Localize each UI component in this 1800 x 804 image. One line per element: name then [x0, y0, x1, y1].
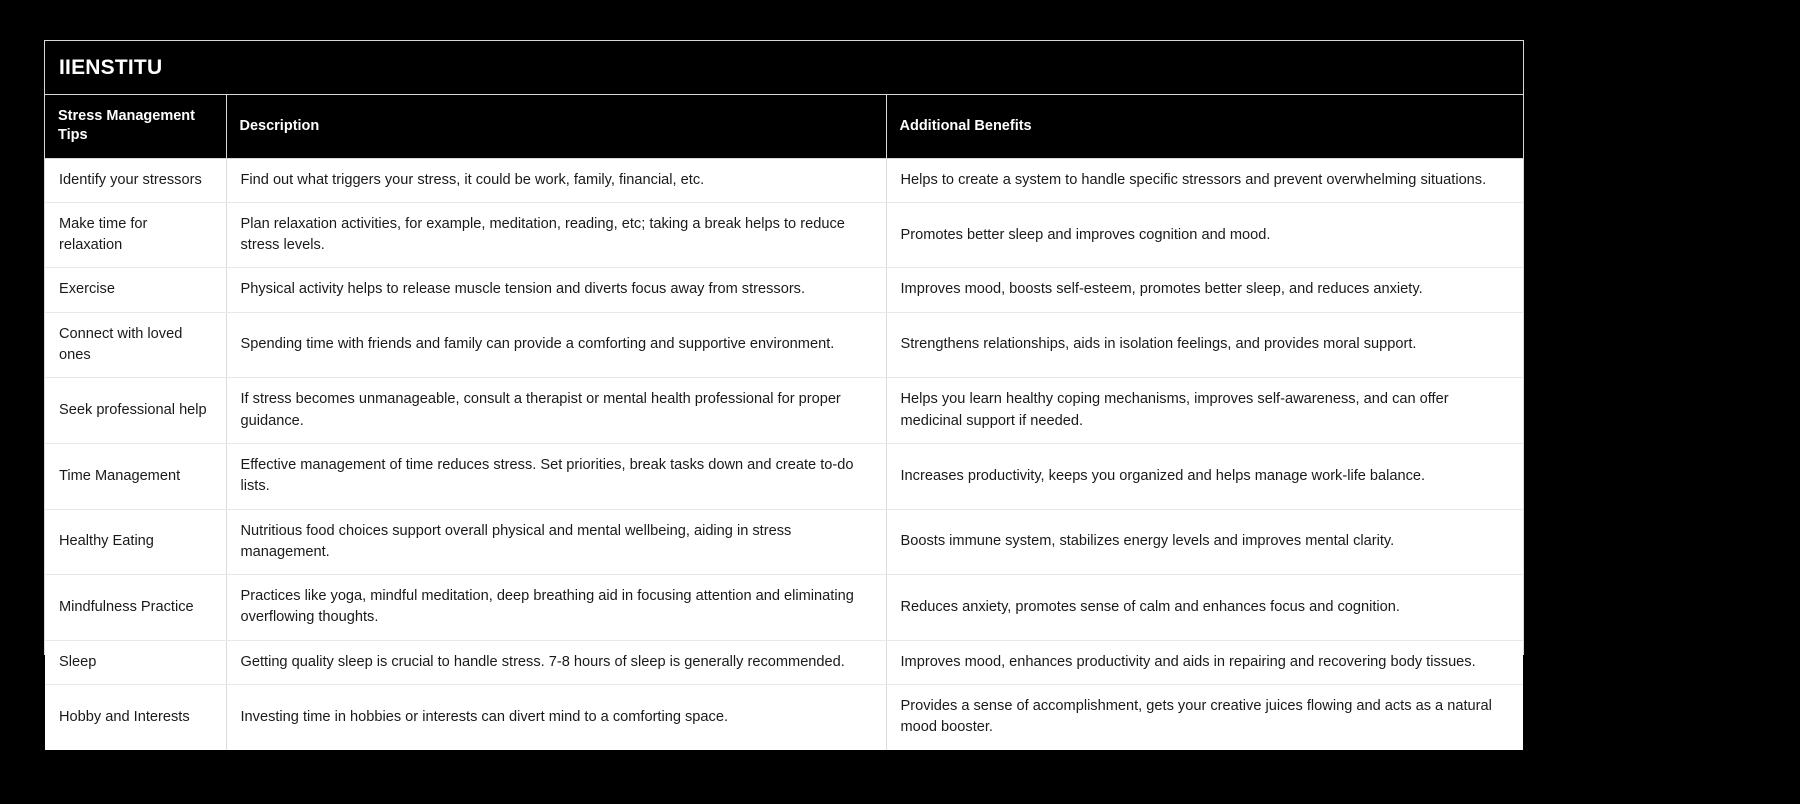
cell-benefits: Reduces anxiety, promotes sense of calm and enhances focus and cognition.	[886, 575, 1523, 641]
cell-tip: Sleep	[45, 640, 226, 684]
cell-tip: Mindfulness Practice	[45, 575, 226, 641]
table-row	[45, 509, 1523, 575]
brand-title: IIENSTITU	[59, 55, 163, 79]
cell-tip: Exercise	[45, 268, 226, 312]
table-row	[45, 443, 1523, 509]
cell-tip: Seek professional help	[45, 378, 226, 444]
table-row	[45, 158, 1523, 202]
cell-benefits: Increases productivity, keeps you organized and helps manage work-life balance.	[886, 443, 1523, 509]
cell-benefits: Improves mood, enhances productivity and aids in repairing and recovering body tissues.	[886, 640, 1523, 684]
cell-description: Find out what triggers your stress, it could be work, family, financial, etc.	[226, 158, 886, 202]
cell-benefits: Helps to create a system to handle specific stressors and prevent overwhelming situations.	[886, 158, 1523, 202]
cell-tip: Hobby and Interests	[45, 685, 226, 750]
table-row	[45, 312, 1523, 378]
cell-description: Getting quality sleep is crucial to handle stress. 7-8 hours of sleep is generally recommended.	[226, 640, 886, 684]
cell-description: Physical activity helps to release muscle tension and diverts focus away from stressors.	[226, 268, 886, 312]
column-header-tip: Stress Management Tips	[45, 95, 226, 158]
cell-benefits: Helps you learn healthy coping mechanisms, improves self-awareness, and can offer medicinal support if needed.	[886, 378, 1523, 444]
cell-tip: Healthy Eating	[45, 509, 226, 575]
table-row	[45, 575, 1523, 641]
cell-tip: Identify your stressors	[45, 158, 226, 202]
cell-benefits: Boosts immune system, stabilizes energy levels and improves mental clarity.	[886, 509, 1523, 575]
table-row	[45, 268, 1523, 312]
cell-benefits: Promotes better sleep and improves cognition and mood.	[886, 202, 1523, 268]
cell-benefits: Strengthens relationships, aids in isolation feelings, and provides moral support.	[886, 312, 1523, 378]
table-header-row	[45, 95, 1523, 158]
cell-tip: Connect with loved ones	[45, 312, 226, 378]
column-header-benefits: Additional Benefits	[886, 95, 1523, 158]
table-row	[45, 685, 1523, 750]
cell-description: Effective management of time reduces stress. Set priorities, break tasks down and create to-do lists.	[226, 443, 886, 509]
table-frame	[44, 40, 1524, 736]
table-row	[45, 378, 1523, 444]
cell-benefits: Improves mood, boosts self-esteem, promotes better sleep, and reduces anxiety.	[886, 268, 1523, 312]
brand-bar	[45, 41, 1523, 95]
cell-description: Practices like yoga, mindful meditation, deep breathing aid in focusing attention and eliminating overflowing thoughts.	[226, 575, 886, 641]
column-header-description: Description	[226, 95, 886, 158]
cell-tip: Make time for relaxation	[45, 202, 226, 268]
cell-description: Nutritious food choices support overall physical and mental wellbeing, aiding in stress management.	[226, 509, 886, 575]
cell-description: If stress becomes unmanageable, consult a therapist or mental health professional for proper guidance.	[226, 378, 886, 444]
cell-description: Investing time in hobbies or interests can divert mind to a comforting space.	[226, 685, 886, 750]
cell-description: Plan relaxation activities, for example, meditation, reading, etc; taking a break helps to reduce stress levels.	[226, 202, 886, 268]
table-body	[45, 158, 1523, 750]
table-row	[45, 202, 1523, 268]
stress-management-table	[45, 95, 1523, 750]
cell-benefits: Provides a sense of accomplishment, gets your creative juices flowing and acts as a natural mood booster.	[886, 685, 1523, 750]
cell-tip: Time Management	[45, 443, 226, 509]
table-row	[45, 640, 1523, 684]
table-header	[45, 95, 1523, 158]
cell-description: Spending time with friends and family can provide a comforting and supportive environment.	[226, 312, 886, 378]
